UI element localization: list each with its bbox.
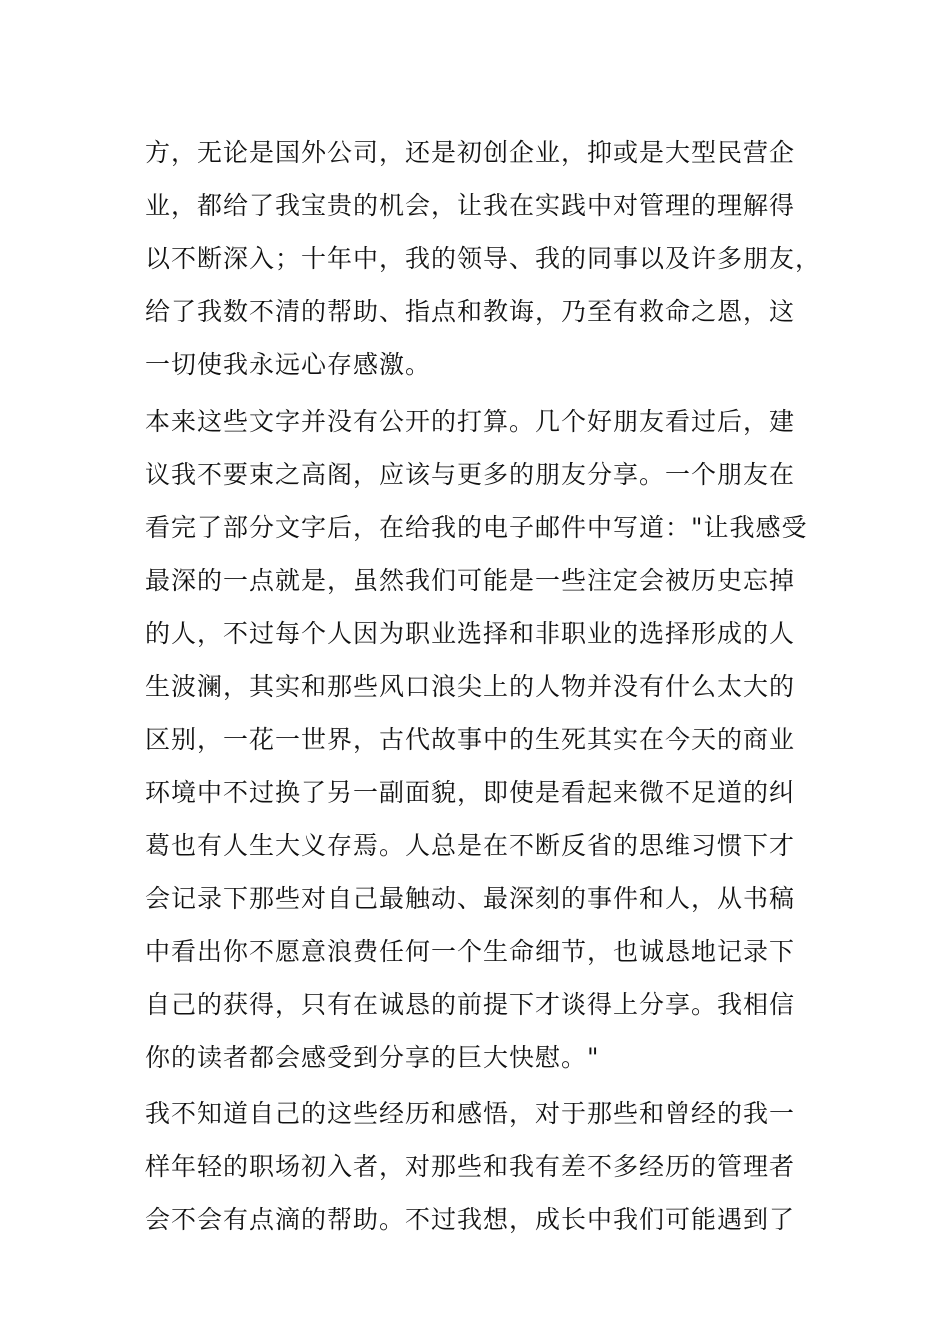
paragraph-friend-email	[145, 395, 808, 1084]
text-line: 自己的获得，只有在诚恳的前提下才谈得上分享。我相信	[145, 990, 796, 1019]
text-line: 最深的一点就是，虽然我们可能是一些注定会被历史忘掉	[145, 566, 796, 595]
text-line: 环境中不过换了另一副面貌，即使是看起来微不足道的纠	[145, 778, 796, 807]
text-line: 你的读者都会感受到分享的巨大快慰。"	[145, 1043, 600, 1072]
text-line: 本来这些文字并没有公开的打算。几个好朋友看过后，建	[145, 407, 796, 436]
text-line: 一切使我永远心存感激。	[145, 350, 432, 379]
text-line: 业，都给了我宝贵的机会，让我在实践中对管理的理解得	[145, 191, 796, 220]
text-line: 区别，一花一世界，古代故事中的生死其实在今天的商业	[145, 725, 796, 754]
text-line: 生波澜，其实和那些风口浪尖上的人物并没有什么太大的	[145, 672, 796, 701]
text-line: 我不知道自己的这些经历和感悟，对于那些和曾经的我一	[145, 1099, 796, 1128]
text-line: 以不断深入；十年中，我的领导、我的同事以及许多朋友，	[145, 244, 822, 273]
text-line: 给了我数不清的帮助、指点和教诲，乃至有救命之恩，这	[145, 297, 796, 326]
text-line: 样年轻的职场初入者，对那些和我有差不多经历的管理者	[145, 1152, 796, 1181]
text-line: 议我不要束之高阁，应该与更多的朋友分享。一个朋友在	[145, 460, 796, 489]
text-line: 中看出你不愿意浪费任何一个生命细节，也诚恳地记录下	[145, 937, 796, 966]
text-line: 会记录下那些对自己最触动、最深刻的事件和人，从书稿	[145, 884, 796, 913]
text-line: 葛也有人生大义存焉。人总是在不断反省的思维习惯下才	[145, 831, 796, 860]
paragraph-reflection	[145, 1087, 805, 1246]
paragraph-gratitude	[145, 126, 822, 391]
text-line: 看完了部分文字后，在给我的电子邮件中写道："让我感受	[145, 513, 808, 542]
text-line: 的人，不过每个人因为职业选择和非职业的选择形成的人	[145, 619, 796, 648]
text-line: 方，无论是国外公司，还是初创企业，抑或是大型民营企	[145, 138, 796, 167]
text-line: 会不会有点滴的帮助。不过我想，成长中我们可能遇到了	[145, 1205, 796, 1234]
